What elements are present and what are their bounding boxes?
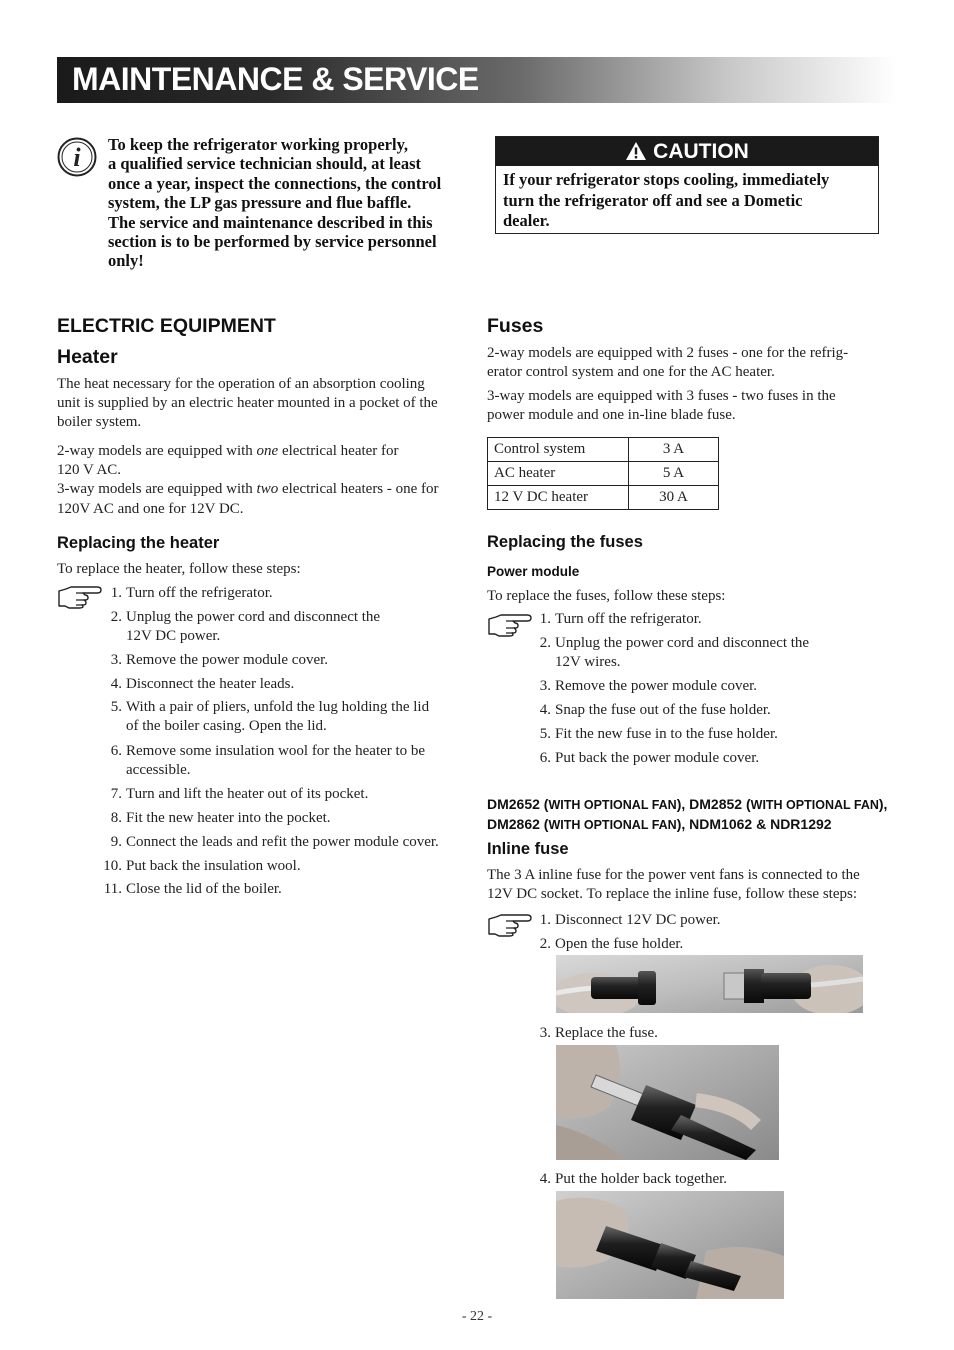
step-text: Turn off the refrigerator.: [555, 611, 702, 627]
holder-together-image: [556, 1191, 784, 1299]
list-item: [529, 634, 899, 677]
replacing-heater-intro: To replace the heater, follow these steps:: [57, 561, 301, 577]
list-item: [529, 701, 899, 725]
photo-holder-together: [556, 1191, 784, 1299]
info-line: system, the LP gas pressure and flue baffle.: [108, 193, 412, 213]
list-item: [100, 608, 470, 651]
table-row: [488, 462, 719, 486]
step-number: 2.: [539, 936, 551, 952]
header-banner: [57, 57, 897, 103]
fuse-rating: 3 A: [629, 438, 719, 462]
pointing-hand-icon: [487, 913, 533, 937]
caution-line: turn the refrigerator off and see a Dometic: [503, 190, 803, 210]
text-line: boiler system.: [57, 414, 142, 431]
caution-box: [495, 136, 879, 234]
list-item: [100, 857, 470, 880]
text-line: 120V AC and one for 12V DC.: [57, 500, 244, 517]
caution-line: dealer.: [503, 211, 550, 230]
models-line: [487, 815, 907, 835]
step-text: of the boiler casing. Open the lid.: [126, 718, 327, 735]
heater-models: [57, 442, 477, 519]
step-number: 6.: [539, 750, 551, 766]
info-line: The service and maintenance described in this: [108, 212, 433, 232]
table-row: [488, 438, 719, 462]
fuses-description: [487, 387, 907, 425]
step-text: 12V DC power.: [126, 628, 221, 645]
text-line: unit is supplied by an electric heater mounted in a pocket of the: [57, 395, 438, 412]
text-span: WITH OPTIONAL FAN: [548, 798, 677, 812]
caution-text: [496, 166, 878, 236]
replacing-heater-title: Replacing the heater: [57, 534, 220, 552]
fuse-holder-image: [556, 955, 863, 1013]
list-item: [100, 785, 470, 809]
step-number: 3.: [110, 652, 122, 668]
text-span: ), DM2852 (: [676, 796, 751, 812]
section-title: ELECTRIC EQUIPMENT: [57, 315, 276, 337]
list-item: [100, 698, 470, 742]
text-line: 12V DC socket. To replace the inline fuse, follow these steps:: [487, 886, 857, 903]
info-line: a qualified service technician should, at least: [108, 154, 422, 174]
text-span: 2-way models are equipped with: [57, 443, 257, 459]
text-span: 3-way models are equipped with: [57, 481, 257, 498]
page-number: - 22 -: [461, 1309, 493, 1324]
step-number: 2.: [110, 609, 122, 625]
list-item: [100, 880, 470, 903]
step-number: 4.: [110, 676, 122, 692]
caution-line: If your refrigerator stops cooling, immediately: [503, 170, 830, 189]
step-text: Disconnect 12V DC power.: [555, 912, 721, 928]
step-text: Replace the fuse.: [555, 1025, 658, 1041]
step-text: Remove some insulation wool for the heater to be: [126, 743, 426, 759]
fuses-description: [487, 344, 907, 382]
step-text: accessible.: [126, 762, 191, 779]
list-item: [100, 809, 470, 833]
step-number: 10.: [103, 858, 122, 874]
list-item: [100, 742, 470, 785]
step-number: 7.: [110, 786, 122, 802]
step-number: 11.: [103, 881, 122, 897]
step-text: Fit the new heater into the pocket.: [126, 810, 331, 826]
step-text: 12V wires.: [555, 654, 621, 671]
step-text: Put back the power module cover.: [555, 750, 760, 766]
caution-header: [496, 137, 878, 166]
fuse-rating: 30 A: [629, 486, 719, 510]
info-line: only!: [108, 251, 144, 271]
text-line: power module and one in-line blade fuse.: [487, 407, 736, 424]
step-text: Open the fuse holder.: [555, 936, 684, 952]
fuse-rating: 5 A: [629, 462, 719, 486]
list-item: [529, 1024, 658, 1043]
list-item: [529, 911, 721, 930]
step-number: 8.: [110, 810, 122, 826]
models-line: [487, 795, 907, 815]
step-number: 6.: [110, 743, 122, 759]
step-text: With a pair of pliers, unfold the lug holding the lid: [126, 699, 430, 715]
list-item: [100, 584, 470, 608]
heater-title: Heater: [57, 346, 118, 368]
step-text: Close the lid of the boiler.: [126, 881, 282, 897]
list-item: [529, 725, 899, 749]
list-item: [100, 675, 470, 698]
power-module-title: Power module: [487, 564, 580, 579]
step-text: Fit the new fuse in to the fuse holder.: [555, 726, 778, 742]
emphasis: two: [256, 481, 279, 498]
caution-label: CAUTION: [653, 140, 749, 163]
step-text: Turn and lift the heater out of its pocket.: [126, 786, 369, 802]
text-line: 120 V AC.: [57, 462, 122, 479]
heater-steps: [100, 584, 470, 903]
replacing-fuses-title: Replacing the fuses: [487, 533, 643, 551]
pointing-hand-icon: [57, 585, 103, 609]
text-line: erator control system and one for the AC heater.: [487, 364, 775, 381]
step-number: 1.: [539, 912, 551, 928]
info-line: To keep the refrigerator working properly,: [108, 135, 409, 154]
step-number: 1.: [110, 585, 122, 601]
text-span: electrical heaters - one for: [278, 481, 439, 498]
svg-text:i: i: [73, 143, 81, 172]
list-item: [529, 677, 899, 701]
inline-fuse-description: [487, 866, 907, 904]
text-span: ),: [878, 796, 888, 812]
step-number: 5.: [110, 699, 122, 715]
photo-open-fuse-holder: [556, 955, 863, 1013]
step-number: 4.: [539, 1171, 551, 1187]
info-line: once a year, inspect the connections, the control: [108, 173, 442, 193]
info-icon: [57, 137, 97, 177]
replace-fuse-image: [556, 1045, 779, 1160]
fuse-name: 12 V DC heater: [488, 486, 629, 510]
step-text: Snap the fuse out of the fuse holder.: [555, 702, 771, 718]
power-module-steps: [529, 610, 899, 773]
text-span: DM2652 (: [487, 796, 549, 812]
page-title: MAINTENANCE & SERVICE: [72, 61, 479, 97]
text-line: 2-way models are equipped with 2 fuses - one for the refrig-: [487, 345, 849, 361]
photo-replace-fuse: [556, 1045, 779, 1160]
step-text: Remove the power module cover.: [555, 678, 758, 694]
text-line: [57, 480, 477, 499]
info-note: [108, 135, 468, 271]
list-item: [100, 651, 470, 675]
step-number: 4.: [539, 702, 551, 718]
step-number: 3.: [539, 1025, 551, 1041]
step-text: Put back the insulation wool.: [126, 858, 301, 874]
fuse-name: AC heater: [488, 462, 629, 486]
fuse-name: Control system: [488, 438, 629, 462]
text-span: WITH OPTIONAL FAN: [750, 798, 879, 812]
step-text: Put the holder back together.: [555, 1171, 728, 1187]
list-item: [529, 935, 683, 954]
text-line: The heat necessary for the operation of an absorption cooling: [57, 376, 425, 392]
list-item: [529, 1170, 727, 1189]
heater-description: [57, 375, 477, 433]
step-text: Unplug the power cord and disconnect the: [126, 609, 381, 625]
step-text: Disconnect the heater leads.: [126, 676, 295, 692]
applicable-models: [487, 795, 907, 835]
emphasis: one: [256, 443, 279, 459]
pointing-hand-icon: [487, 613, 533, 637]
list-item: [529, 749, 899, 773]
inline-fuse-title: Inline fuse: [487, 840, 569, 858]
list-item: [529, 610, 899, 634]
list-item: [100, 833, 470, 857]
step-number: 2.: [539, 635, 551, 651]
text-line: The 3 A inline fuse for the power vent fans is connected to the: [487, 867, 860, 883]
fuses-title: Fuses: [487, 315, 544, 337]
info-line: section is to be performed by service personnel: [108, 232, 437, 252]
step-number: 9.: [110, 834, 122, 850]
fuse-table: [487, 437, 719, 510]
text-span: WITH OPTIONAL FAN: [548, 818, 677, 832]
step-text: Remove the power module cover.: [126, 652, 329, 668]
step-text: Connect the leads and refit the power module cover.: [126, 834, 439, 850]
warning-triangle-icon: [625, 141, 647, 161]
text-span: DM2862 (: [487, 816, 549, 832]
power-module-intro: To replace the fuses, follow these steps:: [487, 588, 726, 604]
step-text: Unplug the power cord and disconnect the: [555, 635, 810, 651]
text-span: electrical heater for: [278, 443, 399, 459]
step-text: Turn off the refrigerator.: [126, 585, 273, 601]
text-span: ), NDM1062 & NDR1292: [676, 816, 832, 832]
text-line: [57, 442, 477, 461]
text-line: 3-way models are equipped with 3 fuses - two fuses in the: [487, 388, 836, 404]
step-number: 5.: [539, 726, 551, 742]
step-number: 3.: [539, 678, 551, 694]
table-row: [488, 486, 719, 510]
step-number: 1.: [539, 611, 551, 627]
